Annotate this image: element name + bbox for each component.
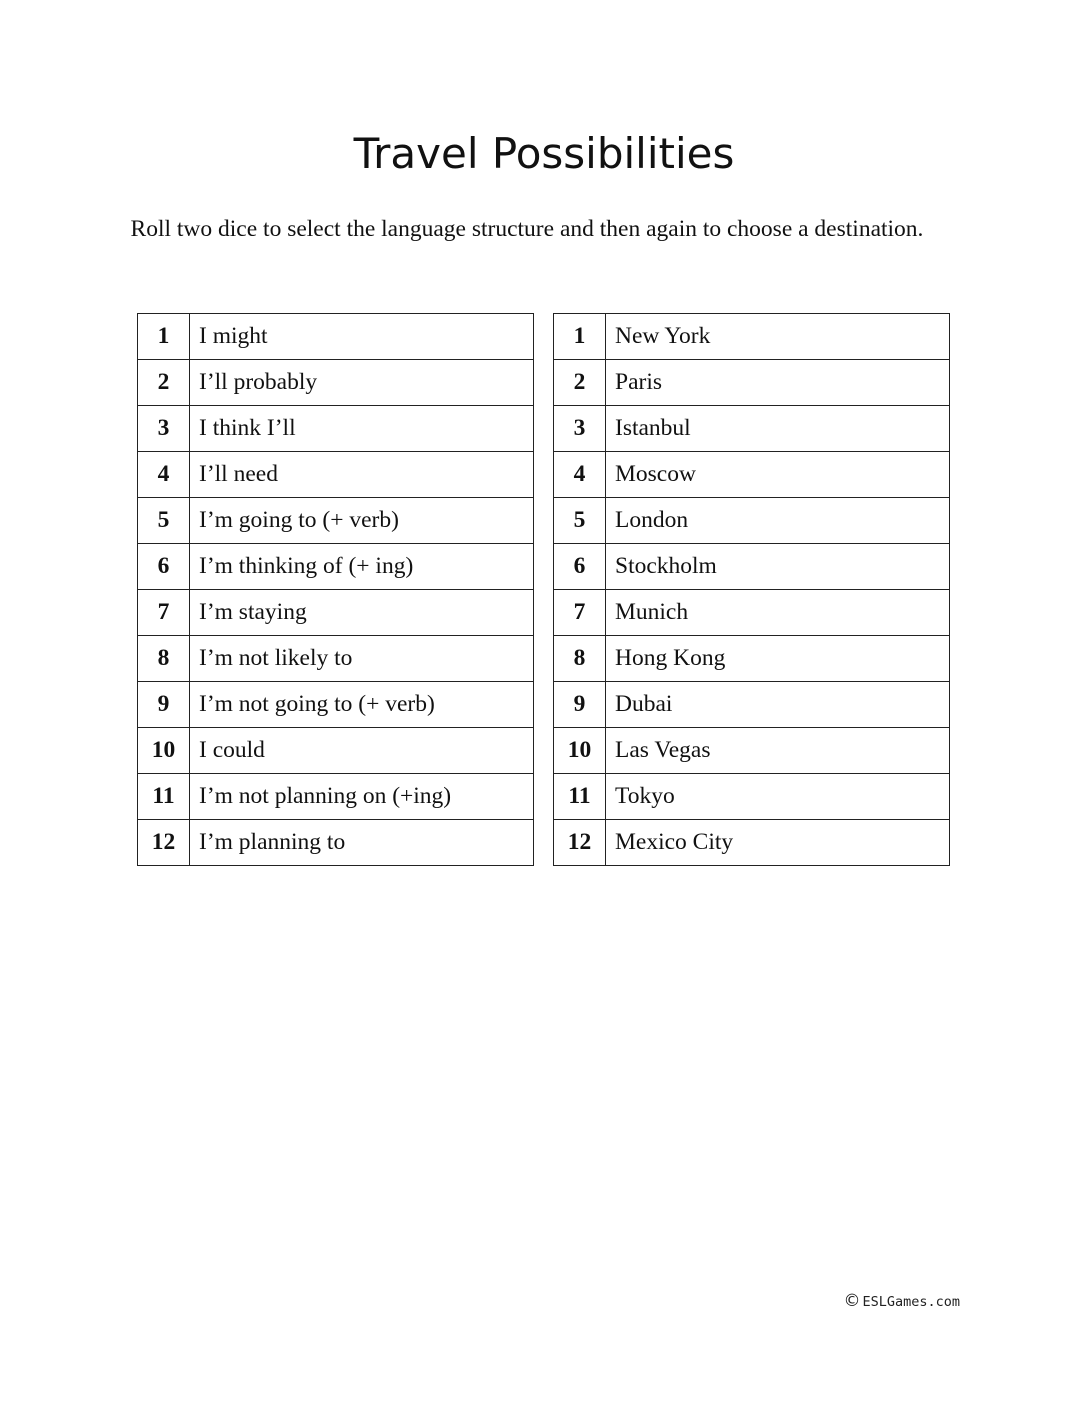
roll-number: 3 <box>138 406 190 452</box>
roll-number: 1 <box>138 314 190 360</box>
roll-number: 4 <box>554 452 606 498</box>
structure-row <box>138 590 534 636</box>
structure-row <box>138 360 534 406</box>
destination-row-text: Paris <box>606 360 950 406</box>
roll-number: 3 <box>554 406 606 452</box>
destination-row-text: Hong Kong <box>606 636 950 682</box>
copyright-footer <box>843 1290 960 1313</box>
copyright-icon: © <box>843 1291 861 1311</box>
destination-row <box>554 360 950 406</box>
destination-row-text: Moscow <box>606 452 950 498</box>
structure-row-text: I’m going to (+ verb) <box>190 498 534 544</box>
roll-number: 11 <box>554 774 606 820</box>
structure-row-text: I’m staying <box>190 590 534 636</box>
page-title: Travel Possibilities <box>353 129 735 178</box>
structure-row <box>138 636 534 682</box>
destination-row <box>554 406 950 452</box>
destination-row <box>554 590 950 636</box>
destination-row <box>554 728 950 774</box>
structure-row <box>138 682 534 728</box>
structure-row <box>138 544 534 590</box>
destination-row <box>554 314 950 360</box>
roll-number: 6 <box>138 544 190 590</box>
destination-row <box>554 774 950 820</box>
structure-row <box>138 406 534 452</box>
roll-number: 7 <box>554 590 606 636</box>
copyright-text: ESLGames.com <box>862 1294 960 1310</box>
roll-number: 8 <box>138 636 190 682</box>
language-structure-table <box>137 313 534 866</box>
destination-row <box>554 452 950 498</box>
roll-number: 10 <box>554 728 606 774</box>
roll-number: 12 <box>138 820 190 866</box>
roll-number: 7 <box>138 590 190 636</box>
roll-number: 6 <box>554 544 606 590</box>
structure-row-text: I’m not going to (+ verb) <box>190 682 534 728</box>
structure-row-text: I’m thinking of (+ ing) <box>190 544 534 590</box>
instructions-text: Roll two dice to select the language structure and then again to choose a destination. <box>130 216 924 242</box>
structure-row-text: I’m planning to <box>190 820 534 866</box>
destination-row <box>554 682 950 728</box>
destination-row-text: Dubai <box>606 682 950 728</box>
destination-row-text: Munich <box>606 590 950 636</box>
structure-row <box>138 820 534 866</box>
structure-row <box>138 498 534 544</box>
structure-row <box>138 314 534 360</box>
structure-row-text: I’ll probably <box>190 360 534 406</box>
destination-row-text: Las Vegas <box>606 728 950 774</box>
roll-number: 12 <box>554 820 606 866</box>
destination-row-text: Tokyo <box>606 774 950 820</box>
destination-row-text: Stockholm <box>606 544 950 590</box>
destination-table <box>553 313 950 866</box>
roll-number: 5 <box>554 498 606 544</box>
destination-row-text: London <box>606 498 950 544</box>
roll-number: 9 <box>138 682 190 728</box>
roll-number: 2 <box>138 360 190 406</box>
roll-number: 1 <box>554 314 606 360</box>
structure-row-text: I might <box>190 314 534 360</box>
roll-number: 5 <box>138 498 190 544</box>
destination-row-text: Istanbul <box>606 406 950 452</box>
roll-number: 10 <box>138 728 190 774</box>
roll-number: 8 <box>554 636 606 682</box>
destination-row-text: New York <box>606 314 950 360</box>
roll-number: 9 <box>554 682 606 728</box>
destination-row <box>554 498 950 544</box>
structure-row-text: I could <box>190 728 534 774</box>
structure-row <box>138 728 534 774</box>
structure-row-text: I’m not planning on (+ing) <box>190 774 534 820</box>
destination-row <box>554 544 950 590</box>
structure-row-text: I think I’ll <box>190 406 534 452</box>
structure-row-text: I’ll need <box>190 452 534 498</box>
structure-row <box>138 774 534 820</box>
destination-row <box>554 820 950 866</box>
destination-row <box>554 636 950 682</box>
roll-number: 2 <box>554 360 606 406</box>
roll-number: 4 <box>138 452 190 498</box>
destination-row-text: Mexico City <box>606 820 950 866</box>
roll-number: 11 <box>138 774 190 820</box>
structure-row <box>138 452 534 498</box>
structure-row-text: I’m not likely to <box>190 636 534 682</box>
